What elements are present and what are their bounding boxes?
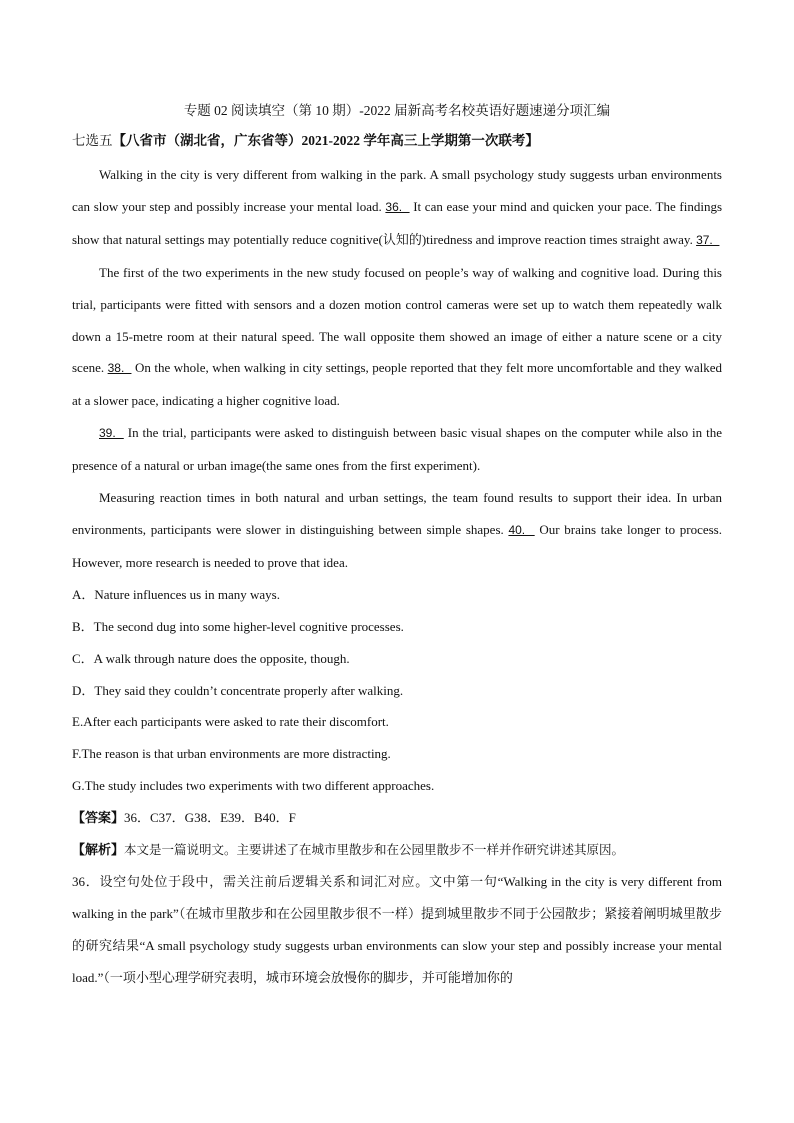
document-body [72, 159, 722, 994]
answer-label: 【答案】 [72, 810, 125, 826]
option-g: G.The study includes two experiments with two different approaches. [72, 778, 435, 794]
option-f: F.The reason is that urban environments are more distracting. [72, 746, 391, 762]
paragraph-2 [72, 257, 722, 418]
answer-text: 36．C37．G38．E39．B40．F [124, 810, 296, 826]
analysis-text: 本文是一篇说明文。主要讲述了在城市里散步和在公园里散步不一样并作研究讲述其原因。 [124, 842, 625, 858]
paragraph-text: Our brains take longer to process. However, more research is needed to prove that idea. [72, 521, 722, 570]
blank-37: 37. [696, 232, 720, 247]
option-c: C．A walk through nature does the opposite, though. [72, 650, 350, 666]
analysis-line [72, 834, 722, 866]
explanation-36: 36．设空句处位于段中，需关注前后逻辑关系和词汇对应。文中第一句“Walking in the city is very different from walking in the park”（在城市里散步和在公园里散步很不一样）提到城里散步不同于公园散步；紧接着阐明城里散步的研究结果“A small psychology study suggests urban environments can slow your step and possibly increase your mental load.”（一项小型心理学研究表明，城市环境会放慢你的脚步，并可能增加你的 [72, 873, 722, 985]
answer-line [72, 802, 722, 834]
paragraph-4 [72, 482, 722, 579]
analysis-label: 【解析】 [72, 842, 125, 858]
blank-36: 36. [385, 199, 410, 214]
option-d: D．They said they couldn’t concentrate properly after walking. [72, 682, 404, 698]
option-a: A．Nature influences us in many ways. [72, 586, 280, 602]
paragraph-text: Measuring reaction times in both natural and urban settings, the team found results to support their idea. In urban environments, participants were slower in distinguishing between simple shapes. [72, 490, 722, 537]
blank-39: 39. [99, 426, 124, 441]
paragraph-text: On the whole, when walking in city settings, people reported that they felt more uncomfortable and they walked at a slower pace, indicating a higher cognitive load. [72, 360, 723, 409]
option-b: B．The second dug into some higher-level cognitive processes. [72, 618, 404, 634]
paragraph-3 [72, 417, 722, 482]
paragraph-text: The first of the two experiments in the new study focused on people’s way of walking and cognitive load. During this trial, participants were fitted with sensors and a dozen motion control cameras were set up to watch them repeatedly walk down a 15-metre room at their natural speed. The wall opposite them showed an image of either a nature scene or a city scene. [72, 264, 722, 376]
option-e: E.After each participants were asked to rate their discomfort. [72, 714, 389, 730]
paragraph-text: Walking in the city is very different from walking in the park. A small psychology study suggests urban environments can slow your step and possibly increase your mental load. [72, 167, 722, 214]
paragraph-text: It can ease your mind and quicken your pace. The findings show that natural settings may potentially reduce cognitive(认知的)tiredness and improve reaction times straight away. [72, 198, 723, 247]
heading-prefix: 七选五 [72, 133, 113, 148]
heading-source: 【八省市（湖北省，广东省等）2021-2022 学年高三上学期第一次联考】 [112, 133, 539, 148]
paragraph-text: In the trial, participants were asked to distinguish between basic visual shapes on the computer while also in the presence of a natural or urban image(the same ones from the first experiment). [72, 425, 723, 474]
blank-40: 40. [508, 522, 535, 537]
document-title: 专题 02 阅读填空（第 10 期）-2022 届新高考名校英语好题速递分项汇编 [183, 103, 611, 118]
blank-38: 38. [107, 361, 132, 376]
section-heading [72, 131, 539, 151]
paragraph-1 [72, 159, 722, 257]
